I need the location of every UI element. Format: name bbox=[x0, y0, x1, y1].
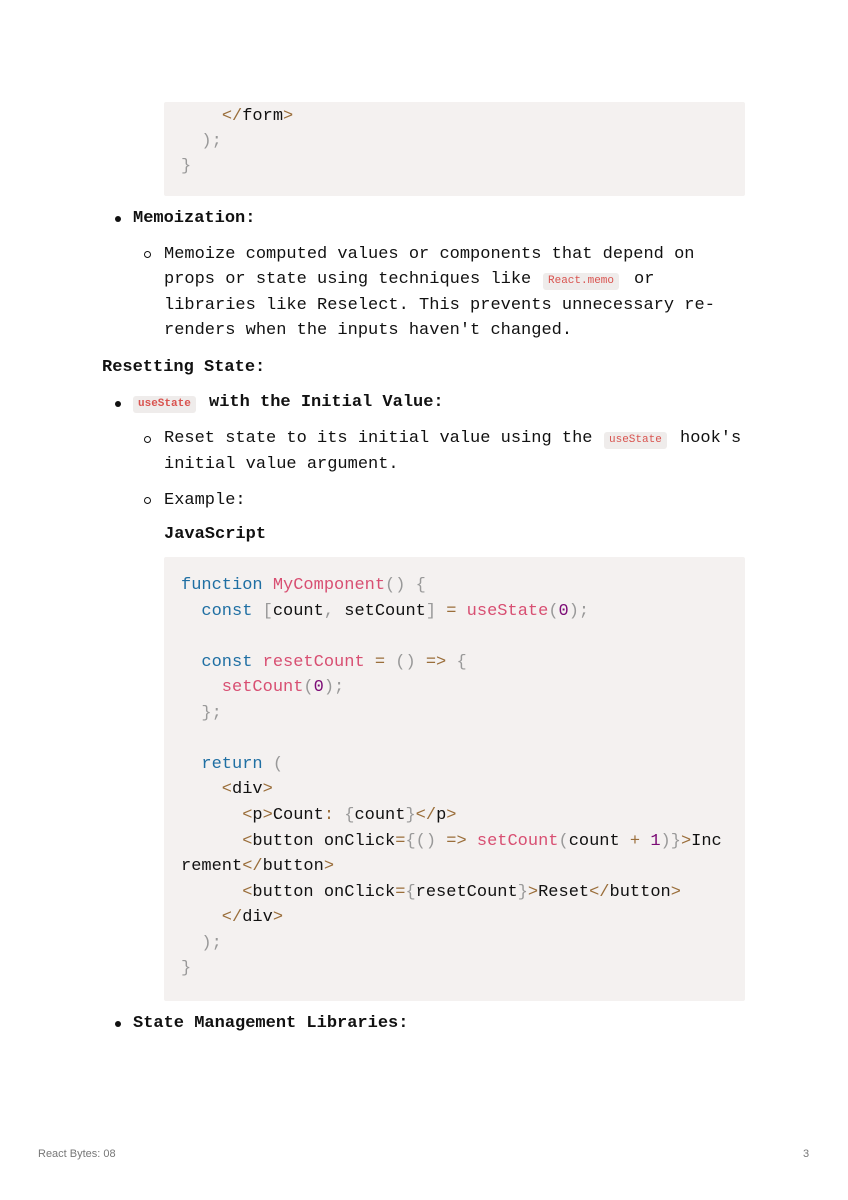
code-line bbox=[181, 777, 273, 802]
code-token: </ bbox=[589, 883, 610, 902]
example-label: Example: bbox=[164, 491, 246, 510]
code-token: < bbox=[181, 806, 253, 825]
code-token: > bbox=[262, 780, 273, 799]
code-token: 0 bbox=[313, 678, 324, 697]
memoization-text-line: Memoize computed values or components that depend on bbox=[164, 245, 695, 264]
reset-text-line: hook's bbox=[680, 429, 742, 448]
code-token: > bbox=[323, 857, 335, 876]
code-line bbox=[181, 905, 283, 930]
code-token: }; bbox=[181, 704, 222, 723]
inline-code-react-memo: React.memo bbox=[543, 273, 619, 290]
code-token: button onClick bbox=[252, 883, 396, 902]
code-token: Reset bbox=[538, 883, 590, 902]
code-token: MyComponent bbox=[272, 576, 386, 595]
memoization-heading: Memoization: bbox=[133, 209, 256, 228]
code-token: < bbox=[181, 832, 253, 851]
memoization-text-line: props or state using techniques like bbox=[164, 270, 532, 289]
code-line bbox=[181, 803, 456, 828]
code-token: } bbox=[181, 959, 192, 978]
code-token: useState bbox=[456, 602, 549, 621]
code-line bbox=[181, 956, 191, 981]
code-token: const bbox=[181, 602, 263, 621]
code-token: > bbox=[262, 806, 273, 825]
code-token: () bbox=[385, 653, 426, 672]
code-token: ( bbox=[303, 678, 314, 697]
code-token: < bbox=[181, 883, 253, 902]
code-token: count bbox=[568, 832, 630, 851]
code-token: > bbox=[670, 883, 681, 902]
code-token: button bbox=[609, 883, 671, 902]
code-token: button onClick bbox=[252, 832, 396, 851]
code-line bbox=[181, 675, 344, 700]
code-token: count bbox=[272, 602, 324, 621]
code-language-label: JavaScript bbox=[164, 525, 267, 544]
code-line bbox=[181, 599, 589, 624]
code-token: ); bbox=[181, 934, 222, 953]
code-token: p bbox=[252, 806, 263, 825]
code-token: ( bbox=[272, 755, 284, 774]
code-token: = bbox=[395, 883, 406, 902]
code-token: {() bbox=[405, 832, 447, 851]
code-token: { bbox=[344, 806, 355, 825]
bullet-circle bbox=[144, 497, 151, 504]
usestate-bullet-text: with the Initial Value: bbox=[209, 393, 444, 412]
code-token: ( bbox=[558, 832, 569, 851]
code-token: return bbox=[181, 755, 273, 774]
code-token: 0 bbox=[558, 602, 569, 621]
code-token: ] bbox=[425, 602, 447, 621]
code-token: > bbox=[272, 908, 284, 927]
code-token: function bbox=[181, 576, 273, 595]
code-line bbox=[181, 650, 467, 675]
bullet-disc bbox=[115, 216, 121, 222]
code-token: setCount bbox=[466, 832, 559, 851]
code-token: ( bbox=[548, 602, 559, 621]
bullet-disc bbox=[115, 401, 121, 407]
code-token: , bbox=[323, 602, 345, 621]
code-token: ); bbox=[568, 602, 590, 621]
code-token: div bbox=[242, 908, 273, 927]
state-libraries-heading: State Management Libraries: bbox=[133, 1014, 409, 1033]
code-token: { bbox=[446, 653, 467, 672]
code-token: setCount bbox=[181, 678, 304, 697]
code-block-form-end bbox=[164, 102, 745, 196]
code-token: > bbox=[446, 806, 457, 825]
code-token: button bbox=[262, 857, 324, 876]
code-line bbox=[181, 701, 222, 726]
code-token: form bbox=[242, 107, 284, 126]
page-number: 3 bbox=[803, 1148, 810, 1160]
code-line bbox=[181, 829, 722, 854]
bullet-disc bbox=[115, 1021, 121, 1027]
code-line bbox=[181, 931, 222, 956]
code-token: </ bbox=[181, 908, 243, 927]
code-token: count bbox=[354, 806, 406, 825]
code-token: </ bbox=[415, 806, 437, 825]
inline-code-usestate: useState bbox=[133, 396, 196, 413]
code-line bbox=[181, 573, 426, 598]
code-token: setCount bbox=[344, 602, 426, 621]
memoization-text-line: or bbox=[634, 270, 655, 289]
code-token: => bbox=[446, 832, 467, 851]
memoization-text-line: libraries like Reselect. This prevents unnecessary re- bbox=[164, 296, 715, 315]
code-token: > bbox=[283, 107, 294, 126]
code-token: > bbox=[680, 832, 692, 851]
code-token: } bbox=[181, 157, 192, 176]
code-token: () { bbox=[385, 576, 426, 595]
code-line bbox=[181, 104, 293, 129]
code-token: resetCount bbox=[415, 883, 518, 902]
code-token: const bbox=[181, 653, 263, 672]
code-line bbox=[181, 752, 283, 777]
code-token: 1 bbox=[640, 832, 661, 851]
code-line bbox=[181, 154, 191, 179]
reset-text-line: Reset state to its initial value using the bbox=[164, 429, 593, 448]
code-token: < bbox=[181, 780, 233, 799]
code-token: ); bbox=[181, 132, 222, 151]
code-token: > bbox=[527, 883, 539, 902]
footer-title: React Bytes: 08 bbox=[38, 1148, 116, 1160]
code-token: div bbox=[232, 780, 263, 799]
code-token: Count bbox=[272, 806, 324, 825]
reset-text-line: initial value argument. bbox=[164, 455, 399, 474]
code-line bbox=[181, 129, 222, 154]
code-token: Inc bbox=[691, 832, 722, 851]
code-token: rement bbox=[181, 857, 243, 876]
code-token: : bbox=[323, 806, 345, 825]
inline-code-usestate: useState bbox=[604, 432, 667, 449]
code-token: </ bbox=[242, 857, 263, 876]
code-block-mycomponent bbox=[164, 557, 745, 1001]
code-token: )} bbox=[660, 832, 681, 851]
code-token: ); bbox=[323, 678, 345, 697]
code-token: [ bbox=[262, 602, 273, 621]
code-line bbox=[181, 854, 334, 879]
bullet-circle bbox=[144, 251, 151, 258]
code-token: } bbox=[517, 883, 528, 902]
code-token: p bbox=[436, 806, 447, 825]
code-token: { bbox=[405, 883, 416, 902]
code-token: } bbox=[405, 806, 416, 825]
code-token: = bbox=[374, 653, 386, 672]
code-token: </ bbox=[221, 107, 243, 126]
code-token: resetCount bbox=[262, 653, 375, 672]
code-token: = bbox=[395, 832, 406, 851]
code-token: + bbox=[629, 832, 641, 851]
bullet-circle bbox=[144, 436, 151, 443]
memoization-text-line: renders when the inputs haven't changed. bbox=[164, 321, 573, 340]
resetting-state-heading: Resetting State: bbox=[102, 358, 266, 377]
code-token bbox=[181, 107, 222, 126]
code-token: = bbox=[446, 602, 457, 621]
code-line bbox=[181, 880, 681, 905]
code-token: => bbox=[425, 653, 447, 672]
